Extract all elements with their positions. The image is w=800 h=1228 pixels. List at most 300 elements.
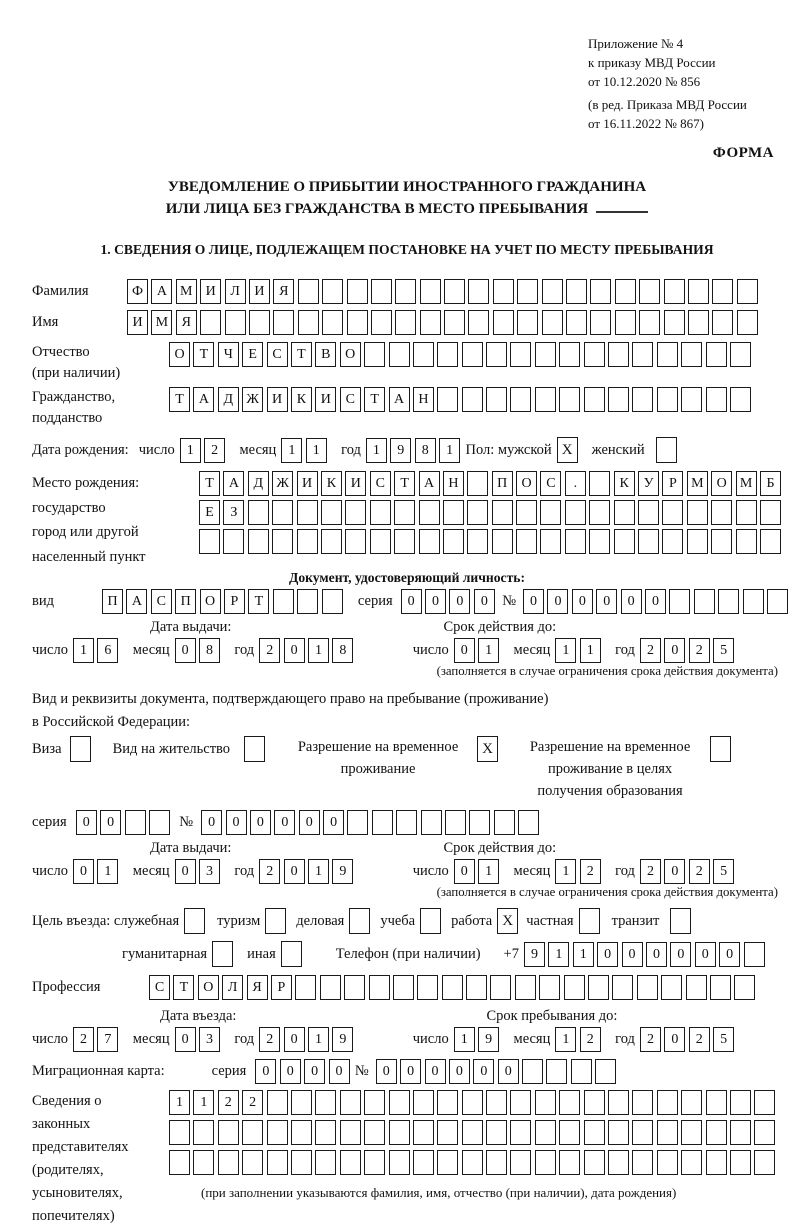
char-box[interactable] xyxy=(297,589,318,614)
char-box[interactable]: 8 xyxy=(332,638,353,663)
char-box[interactable] xyxy=(510,387,531,412)
char-box[interactable] xyxy=(632,1090,653,1115)
char-box[interactable] xyxy=(321,529,342,554)
char-box[interactable]: М xyxy=(687,471,708,496)
char-box[interactable] xyxy=(712,279,733,304)
migration-series-input[interactable] xyxy=(255,1059,353,1084)
char-box[interactable]: Р xyxy=(271,975,292,1000)
issue-year-input[interactable] xyxy=(259,638,357,663)
char-box[interactable] xyxy=(490,975,511,1000)
char-box[interactable] xyxy=(462,1090,483,1115)
char-box[interactable]: 1 xyxy=(169,1090,190,1115)
char-box[interactable]: С xyxy=(149,975,170,1000)
until-month-input[interactable] xyxy=(555,1027,604,1052)
char-box[interactable] xyxy=(657,1090,678,1115)
char-box[interactable] xyxy=(389,1120,410,1145)
char-box[interactable] xyxy=(566,310,587,335)
char-box[interactable] xyxy=(584,1120,605,1145)
char-box[interactable]: Р xyxy=(224,589,245,614)
char-box[interactable]: 0 xyxy=(175,1027,196,1052)
char-box[interactable] xyxy=(347,310,368,335)
char-box[interactable]: Т xyxy=(173,975,194,1000)
char-box[interactable] xyxy=(664,279,685,304)
char-box[interactable] xyxy=(248,500,269,525)
char-box[interactable]: К xyxy=(614,471,635,496)
char-box[interactable]: М xyxy=(151,310,172,335)
char-box[interactable]: П xyxy=(492,471,513,496)
char-box[interactable]: 0 xyxy=(284,859,305,884)
char-box[interactable] xyxy=(437,342,458,367)
char-box[interactable]: А xyxy=(223,471,244,496)
char-box[interactable]: 1 xyxy=(580,638,601,663)
char-box[interactable]: Е xyxy=(199,500,220,525)
res-expiry-day-input[interactable] xyxy=(454,859,503,884)
purpose-study-checkbox[interactable] xyxy=(420,908,441,934)
char-box[interactable] xyxy=(590,279,611,304)
char-box[interactable]: Я xyxy=(247,975,268,1000)
char-box[interactable]: У xyxy=(638,471,659,496)
char-box[interactable]: 1 xyxy=(478,859,499,884)
char-box[interactable] xyxy=(345,500,366,525)
char-box[interactable] xyxy=(510,1090,531,1115)
char-box[interactable] xyxy=(242,1120,263,1145)
char-box[interactable] xyxy=(571,1059,592,1084)
char-box[interactable] xyxy=(614,529,635,554)
birthplace-row3-input[interactable] xyxy=(199,529,784,554)
sex-female-checkbox[interactable] xyxy=(656,437,677,463)
char-box[interactable]: Ф xyxy=(127,279,148,304)
char-box[interactable] xyxy=(539,975,560,1000)
entry-year-input[interactable] xyxy=(259,1027,357,1052)
char-box[interactable]: 2 xyxy=(259,1027,280,1052)
char-box[interactable]: Т xyxy=(199,471,220,496)
char-box[interactable]: 0 xyxy=(622,942,643,967)
char-box[interactable] xyxy=(371,279,392,304)
char-box[interactable] xyxy=(686,975,707,1000)
char-box[interactable] xyxy=(389,1090,410,1115)
char-box[interactable]: 1 xyxy=(478,638,499,663)
char-box[interactable] xyxy=(417,975,438,1000)
char-box[interactable] xyxy=(688,310,709,335)
char-box[interactable]: О xyxy=(711,471,732,496)
char-box[interactable]: 1 xyxy=(281,438,302,463)
char-box[interactable] xyxy=(681,387,702,412)
char-box[interactable]: 2 xyxy=(259,859,280,884)
char-box[interactable] xyxy=(687,500,708,525)
char-box[interactable] xyxy=(516,529,537,554)
char-box[interactable] xyxy=(249,310,270,335)
char-box[interactable]: Р xyxy=(662,471,683,496)
until-day-input[interactable] xyxy=(454,1027,503,1052)
char-box[interactable] xyxy=(493,279,514,304)
char-box[interactable] xyxy=(589,529,610,554)
char-box[interactable] xyxy=(372,810,393,835)
char-box[interactable]: 1 xyxy=(193,1090,214,1115)
char-box[interactable]: 2 xyxy=(242,1090,263,1115)
char-box[interactable] xyxy=(467,500,488,525)
char-box[interactable]: П xyxy=(175,589,196,614)
char-box[interactable] xyxy=(710,975,731,1000)
char-box[interactable] xyxy=(706,1090,727,1115)
char-box[interactable] xyxy=(369,975,390,1000)
char-box[interactable] xyxy=(661,975,682,1000)
char-box[interactable] xyxy=(706,342,727,367)
char-box[interactable]: А xyxy=(126,589,147,614)
char-box[interactable] xyxy=(608,1090,629,1115)
char-box[interactable]: 1 xyxy=(308,859,329,884)
char-box[interactable]: Я xyxy=(176,310,197,335)
char-box[interactable] xyxy=(486,342,507,367)
char-box[interactable] xyxy=(588,975,609,1000)
char-box[interactable]: 9 xyxy=(478,1027,499,1052)
char-box[interactable]: 0 xyxy=(201,810,222,835)
char-box[interactable]: 0 xyxy=(523,589,544,614)
char-box[interactable]: 7 xyxy=(97,1027,118,1052)
char-box[interactable] xyxy=(535,1090,556,1115)
char-box[interactable] xyxy=(462,387,483,412)
char-box[interactable]: 9 xyxy=(332,1027,353,1052)
char-box[interactable] xyxy=(492,500,513,525)
char-box[interactable]: Я xyxy=(273,279,294,304)
char-box[interactable]: С xyxy=(340,387,361,412)
char-box[interactable] xyxy=(486,1090,507,1115)
char-box[interactable] xyxy=(364,1120,385,1145)
char-box[interactable]: А xyxy=(193,387,214,412)
surname-input[interactable] xyxy=(127,279,761,304)
res-issue-month-input[interactable] xyxy=(175,859,224,884)
char-box[interactable] xyxy=(273,589,294,614)
char-box[interactable]: 0 xyxy=(100,810,121,835)
residence-series-input[interactable] xyxy=(76,810,174,835)
char-box[interactable]: 0 xyxy=(449,589,470,614)
char-box[interactable]: О xyxy=(200,589,221,614)
char-box[interactable] xyxy=(267,1090,288,1115)
char-box[interactable] xyxy=(638,500,659,525)
purpose-tourism-checkbox[interactable] xyxy=(265,908,286,934)
char-box[interactable]: И xyxy=(200,279,221,304)
entry-month-input[interactable] xyxy=(175,1027,224,1052)
char-box[interactable] xyxy=(420,310,441,335)
char-box[interactable]: О xyxy=(340,342,361,367)
char-box[interactable] xyxy=(657,1120,678,1145)
char-box[interactable]: Л xyxy=(225,279,246,304)
char-box[interactable]: 2 xyxy=(689,859,710,884)
expiry-year-input[interactable] xyxy=(640,638,738,663)
char-box[interactable] xyxy=(437,1120,458,1145)
char-box[interactable]: Т xyxy=(291,342,312,367)
char-box[interactable] xyxy=(517,310,538,335)
char-box[interactable]: Т xyxy=(394,471,415,496)
char-box[interactable] xyxy=(394,529,415,554)
purpose-other-checkbox[interactable] xyxy=(281,941,302,967)
char-box[interactable] xyxy=(632,1120,653,1145)
representatives-row2-input[interactable] xyxy=(169,1120,779,1145)
char-box[interactable] xyxy=(546,1059,567,1084)
char-box[interactable] xyxy=(315,1120,336,1145)
char-box[interactable]: К xyxy=(291,387,312,412)
char-box[interactable] xyxy=(535,1120,556,1145)
char-box[interactable] xyxy=(462,1120,483,1145)
char-box[interactable]: 0 xyxy=(274,810,295,835)
char-box[interactable] xyxy=(442,975,463,1000)
char-box[interactable] xyxy=(298,279,319,304)
char-box[interactable] xyxy=(737,310,758,335)
char-box[interactable] xyxy=(419,529,440,554)
char-box[interactable]: 0 xyxy=(73,859,94,884)
char-box[interactable]: И xyxy=(345,471,366,496)
char-box[interactable]: 0 xyxy=(425,1059,446,1084)
res-issue-year-input[interactable] xyxy=(259,859,357,884)
char-box[interactable] xyxy=(584,342,605,367)
char-box[interactable] xyxy=(272,529,293,554)
doc-kind-input[interactable] xyxy=(102,589,346,614)
char-box[interactable] xyxy=(559,387,580,412)
birth-month-input[interactable] xyxy=(281,438,330,463)
char-box[interactable] xyxy=(345,529,366,554)
char-box[interactable]: 1 xyxy=(97,859,118,884)
char-box[interactable] xyxy=(193,1120,214,1145)
char-box[interactable] xyxy=(517,279,538,304)
char-box[interactable]: С xyxy=(267,342,288,367)
char-box[interactable]: Д xyxy=(218,387,239,412)
char-box[interactable] xyxy=(589,500,610,525)
char-box[interactable]: Ж xyxy=(242,387,263,412)
char-box[interactable] xyxy=(737,279,758,304)
doc-series-input[interactable] xyxy=(401,589,499,614)
char-box[interactable] xyxy=(298,310,319,335)
char-box[interactable] xyxy=(760,500,781,525)
char-box[interactable] xyxy=(395,310,416,335)
purpose-humanitarian-checkbox[interactable] xyxy=(212,941,233,967)
char-box[interactable]: О xyxy=(516,471,537,496)
res-expiry-year-input[interactable] xyxy=(640,859,738,884)
char-box[interactable] xyxy=(522,1059,543,1084)
char-box[interactable]: 1 xyxy=(555,1027,576,1052)
char-box[interactable] xyxy=(584,387,605,412)
char-box[interactable] xyxy=(321,500,342,525)
char-box[interactable]: 0 xyxy=(454,859,475,884)
char-box[interactable]: . xyxy=(565,471,586,496)
char-box[interactable]: 1 xyxy=(439,438,460,463)
purpose-transit-checkbox[interactable] xyxy=(670,908,691,934)
char-box[interactable] xyxy=(467,529,488,554)
issue-month-input[interactable] xyxy=(175,638,224,663)
char-box[interactable]: 9 xyxy=(332,859,353,884)
purpose-business-checkbox[interactable] xyxy=(349,908,370,934)
sex-male-checkbox[interactable]: X xyxy=(557,437,578,463)
char-box[interactable]: 1 xyxy=(555,859,576,884)
char-box[interactable]: С xyxy=(540,471,561,496)
char-box[interactable]: 2 xyxy=(259,638,280,663)
char-box[interactable] xyxy=(443,529,464,554)
char-box[interactable]: 2 xyxy=(204,438,225,463)
char-box[interactable]: А xyxy=(419,471,440,496)
char-box[interactable]: 1 xyxy=(573,942,594,967)
firstname-input[interactable] xyxy=(127,310,761,335)
char-box[interactable]: 0 xyxy=(646,942,667,967)
char-box[interactable] xyxy=(199,529,220,554)
char-box[interactable] xyxy=(595,1059,616,1084)
char-box[interactable] xyxy=(730,387,751,412)
res-expiry-month-input[interactable] xyxy=(555,859,604,884)
char-box[interactable] xyxy=(516,500,537,525)
char-box[interactable]: Ч xyxy=(218,342,239,367)
char-box[interactable] xyxy=(736,500,757,525)
char-box[interactable]: 2 xyxy=(218,1090,239,1115)
char-box[interactable]: И xyxy=(267,387,288,412)
residence-number-input[interactable] xyxy=(201,810,542,835)
char-box[interactable] xyxy=(632,387,653,412)
char-box[interactable] xyxy=(744,942,765,967)
char-box[interactable]: 1 xyxy=(366,438,387,463)
char-box[interactable]: 0 xyxy=(719,942,740,967)
char-box[interactable] xyxy=(612,975,633,1000)
char-box[interactable]: К xyxy=(321,471,342,496)
char-box[interactable]: 0 xyxy=(400,1059,421,1084)
char-box[interactable]: 0 xyxy=(255,1059,276,1084)
char-box[interactable] xyxy=(734,975,755,1000)
residence-permit-checkbox[interactable] xyxy=(244,736,265,762)
char-box[interactable]: Т xyxy=(193,342,214,367)
char-box[interactable]: 8 xyxy=(415,438,436,463)
char-box[interactable]: А xyxy=(151,279,172,304)
char-box[interactable]: З xyxy=(223,500,244,525)
char-box[interactable] xyxy=(565,529,586,554)
char-box[interactable]: В xyxy=(315,342,336,367)
char-box[interactable] xyxy=(730,342,751,367)
birth-year-input[interactable] xyxy=(366,438,464,463)
char-box[interactable] xyxy=(462,342,483,367)
char-box[interactable]: 2 xyxy=(580,859,601,884)
char-box[interactable]: Ж xyxy=(272,471,293,496)
char-box[interactable] xyxy=(320,975,341,1000)
char-box[interactable] xyxy=(370,500,391,525)
char-box[interactable] xyxy=(694,589,715,614)
char-box[interactable] xyxy=(421,810,442,835)
char-box[interactable] xyxy=(615,310,636,335)
char-box[interactable]: 0 xyxy=(645,589,666,614)
char-box[interactable] xyxy=(589,471,610,496)
char-box[interactable] xyxy=(347,279,368,304)
char-box[interactable] xyxy=(638,529,659,554)
birthplace-row1-input[interactable] xyxy=(199,471,784,496)
char-box[interactable] xyxy=(711,500,732,525)
char-box[interactable]: 0 xyxy=(547,589,568,614)
char-box[interactable]: 5 xyxy=(713,859,734,884)
char-box[interactable] xyxy=(559,342,580,367)
char-box[interactable]: 0 xyxy=(473,1059,494,1084)
citizenship-input[interactable] xyxy=(169,387,754,412)
char-box[interactable] xyxy=(248,529,269,554)
char-box[interactable]: 6 xyxy=(97,638,118,663)
char-box[interactable] xyxy=(559,1090,580,1115)
char-box[interactable]: И xyxy=(297,471,318,496)
birth-day-input[interactable] xyxy=(180,438,229,463)
char-box[interactable]: 1 xyxy=(454,1027,475,1052)
issue-day-input[interactable] xyxy=(73,638,122,663)
char-box[interactable]: 0 xyxy=(498,1059,519,1084)
char-box[interactable] xyxy=(515,975,536,1000)
profession-input[interactable] xyxy=(149,975,759,1000)
char-box[interactable] xyxy=(493,310,514,335)
char-box[interactable]: Е xyxy=(242,342,263,367)
char-box[interactable] xyxy=(486,387,507,412)
char-box[interactable]: 2 xyxy=(580,1027,601,1052)
char-box[interactable]: С xyxy=(151,589,172,614)
char-box[interactable] xyxy=(535,387,556,412)
char-box[interactable] xyxy=(681,1120,702,1145)
char-box[interactable] xyxy=(466,975,487,1000)
char-box[interactable]: 0 xyxy=(76,810,97,835)
char-box[interactable] xyxy=(743,589,764,614)
char-box[interactable] xyxy=(437,1090,458,1115)
char-box[interactable] xyxy=(444,279,465,304)
purpose-private-checkbox[interactable] xyxy=(579,908,600,934)
char-box[interactable] xyxy=(662,500,683,525)
char-box[interactable]: 0 xyxy=(175,638,196,663)
char-box[interactable] xyxy=(565,500,586,525)
char-box[interactable]: 0 xyxy=(299,810,320,835)
expiry-day-input[interactable] xyxy=(454,638,503,663)
char-box[interactable]: 3 xyxy=(199,1027,220,1052)
char-box[interactable]: 0 xyxy=(695,942,716,967)
char-box[interactable] xyxy=(469,810,490,835)
char-box[interactable] xyxy=(340,1120,361,1145)
char-box[interactable] xyxy=(468,279,489,304)
char-box[interactable] xyxy=(444,310,465,335)
char-box[interactable]: 5 xyxy=(713,1027,734,1052)
migration-number-input[interactable] xyxy=(376,1059,620,1084)
char-box[interactable] xyxy=(559,1120,580,1145)
char-box[interactable] xyxy=(200,310,221,335)
char-box[interactable] xyxy=(706,387,727,412)
char-box[interactable] xyxy=(754,1090,775,1115)
representatives-row1-input[interactable] xyxy=(169,1090,779,1115)
char-box[interactable] xyxy=(664,310,685,335)
until-year-input[interactable] xyxy=(640,1027,738,1052)
char-box[interactable] xyxy=(267,1120,288,1145)
patronymic-input[interactable] xyxy=(169,342,754,367)
char-box[interactable] xyxy=(322,310,343,335)
char-box[interactable] xyxy=(445,810,466,835)
char-box[interactable] xyxy=(564,975,585,1000)
char-box[interactable]: 0 xyxy=(425,589,446,614)
char-box[interactable] xyxy=(510,1120,531,1145)
char-box[interactable] xyxy=(420,279,441,304)
char-box[interactable]: 3 xyxy=(199,859,220,884)
char-box[interactable] xyxy=(639,310,660,335)
char-box[interactable]: О xyxy=(169,342,190,367)
char-box[interactable]: М xyxy=(176,279,197,304)
char-box[interactable]: 0 xyxy=(284,638,305,663)
char-box[interactable] xyxy=(639,279,660,304)
char-box[interactable] xyxy=(718,589,739,614)
char-box[interactable] xyxy=(370,529,391,554)
char-box[interactable] xyxy=(149,810,170,835)
char-box[interactable] xyxy=(125,810,146,835)
char-box[interactable] xyxy=(584,1090,605,1115)
char-box[interactable] xyxy=(389,342,410,367)
char-box[interactable]: 0 xyxy=(454,638,475,663)
char-box[interactable]: 2 xyxy=(73,1027,94,1052)
char-box[interactable] xyxy=(662,529,683,554)
char-box[interactable] xyxy=(297,500,318,525)
char-box[interactable] xyxy=(760,529,781,554)
char-box[interactable]: 0 xyxy=(280,1059,301,1084)
char-box[interactable] xyxy=(297,529,318,554)
char-box[interactable] xyxy=(637,975,658,1000)
char-box[interactable] xyxy=(518,810,539,835)
